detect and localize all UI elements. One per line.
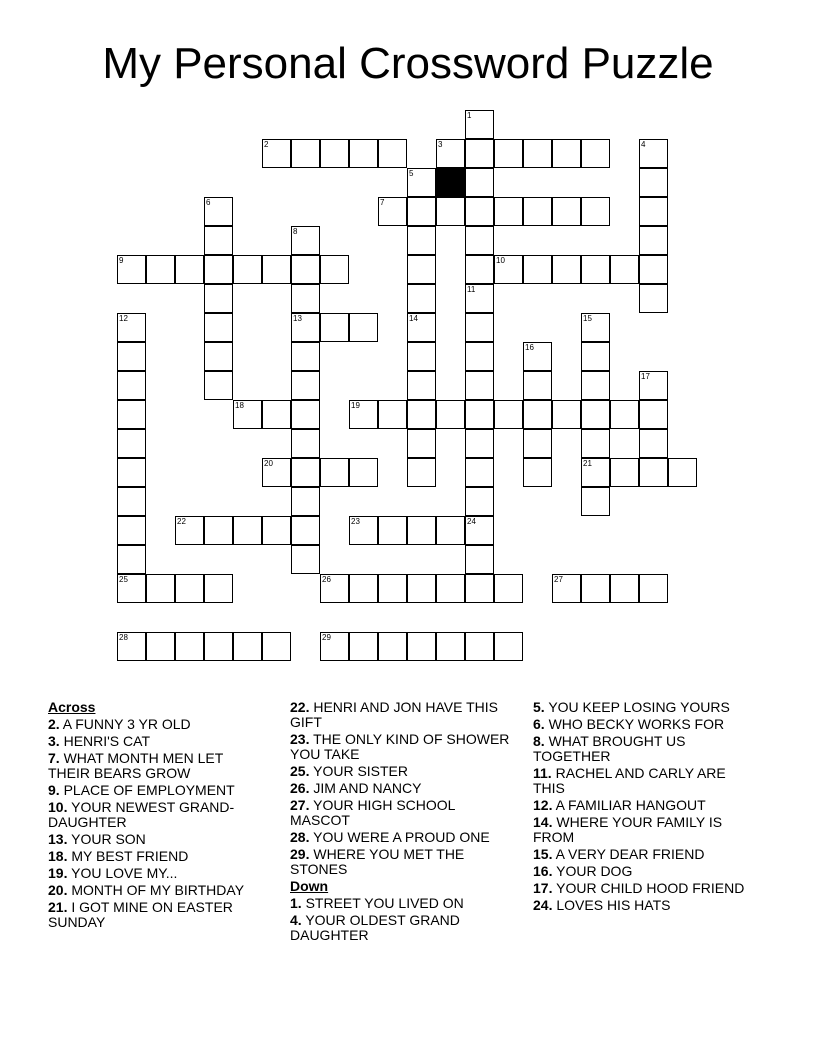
clue-number: 18. (48, 848, 68, 864)
grid-cell[interactable] (552, 197, 581, 226)
clue-item (290, 913, 515, 943)
grid-cell[interactable] (117, 516, 146, 545)
clue-number: 4. (290, 912, 302, 928)
clue-text: WHERE YOU MET THE STONES (290, 846, 465, 877)
clue-number: 15. (533, 846, 553, 862)
clue-item (48, 883, 268, 898)
grid-cell[interactable] (175, 516, 204, 545)
grid-cell[interactable] (291, 255, 320, 284)
cell-number: 9 (119, 256, 124, 265)
grid-cell[interactable] (262, 458, 291, 487)
clue-number: 6. (533, 716, 545, 732)
grid-cell[interactable] (436, 197, 465, 226)
clue-number: 28. (290, 829, 310, 845)
cell-number: 3 (438, 140, 443, 149)
clue-number: 2. (48, 716, 60, 732)
across-heading: Across (48, 699, 96, 715)
grid-cell[interactable] (494, 574, 523, 603)
grid-cell[interactable] (407, 516, 436, 545)
grid-cell[interactable] (436, 516, 465, 545)
clue-item (290, 781, 515, 796)
clue-number: 16. (533, 863, 553, 879)
clue-text: JIM AND NANCY (309, 780, 422, 796)
cell-number: 14 (409, 314, 418, 323)
grid-cell[interactable] (407, 632, 436, 661)
clue-item (533, 734, 758, 764)
grid-cell[interactable] (291, 313, 320, 342)
grid-cell[interactable] (378, 632, 407, 661)
cell-number: 10 (496, 256, 505, 265)
grid-cell[interactable] (262, 516, 291, 545)
clue-number: 8. (533, 733, 545, 749)
clue-number: 20. (48, 882, 68, 898)
clue-item (48, 783, 268, 798)
clue-number: 26. (290, 780, 310, 796)
grid-cell[interactable] (204, 632, 233, 661)
grid-cell[interactable] (523, 400, 552, 429)
grid-cell[interactable] (407, 400, 436, 429)
grid-cell[interactable] (639, 226, 668, 255)
grid-cell[interactable] (552, 255, 581, 284)
grid-cell[interactable] (291, 371, 320, 400)
grid-cell[interactable] (668, 458, 697, 487)
grid-cell[interactable] (233, 400, 262, 429)
grid-cell[interactable] (117, 313, 146, 342)
grid-cell[interactable] (581, 255, 610, 284)
grid-cell[interactable] (117, 400, 146, 429)
grid-cell[interactable] (117, 429, 146, 458)
grid-cell[interactable] (349, 632, 378, 661)
grid-cell[interactable] (407, 168, 436, 197)
grid-cell[interactable] (407, 371, 436, 400)
grid-cell[interactable] (465, 574, 494, 603)
grid-cell[interactable] (436, 574, 465, 603)
clue-number: 14. (533, 814, 553, 830)
clue-number: 24. (533, 897, 553, 913)
grid-cell[interactable] (465, 545, 494, 574)
grid-cell[interactable] (117, 574, 146, 603)
grid-cell[interactable] (610, 458, 639, 487)
clue-text: YOUR SON (67, 831, 146, 847)
grid-cell[interactable] (436, 632, 465, 661)
clue-number: 25. (290, 763, 310, 779)
clue-column-2 (290, 700, 515, 945)
clue-item (533, 898, 758, 913)
clue-text: RACHEL AND CARLY ARE THIS (533, 765, 726, 796)
cell-number: 23 (351, 517, 360, 526)
grid-cell[interactable] (465, 429, 494, 458)
cell-number: 27 (554, 575, 563, 584)
grid-cell[interactable] (552, 139, 581, 168)
clue-number: 9. (48, 782, 60, 798)
grid-cell[interactable] (407, 574, 436, 603)
grid-cell[interactable] (610, 255, 639, 284)
clue-item (533, 847, 758, 862)
grid-cell[interactable] (233, 516, 262, 545)
grid-cell[interactable] (552, 400, 581, 429)
clue-number: 12. (533, 797, 553, 813)
grid-cell[interactable] (494, 139, 523, 168)
cell-number: 7 (380, 198, 385, 207)
grid-cell[interactable] (523, 342, 552, 371)
grid-cell[interactable] (291, 139, 320, 168)
cell-number: 2 (264, 140, 269, 149)
page-title: My Personal Crossword Puzzle (102, 39, 714, 88)
clue-text: WHERE YOUR FAMILY IS FROM (533, 814, 723, 845)
clue-item (48, 900, 268, 930)
grid-cell[interactable] (581, 342, 610, 371)
clue-item (48, 800, 268, 830)
cell-number: 15 (583, 314, 592, 323)
grid-cell[interactable] (610, 400, 639, 429)
grid-cell[interactable] (291, 516, 320, 545)
cell-number: 21 (583, 459, 592, 468)
grid-cell[interactable] (610, 574, 639, 603)
grid-cell[interactable] (639, 197, 668, 226)
grid-cell[interactable] (349, 139, 378, 168)
grid-cell[interactable] (378, 400, 407, 429)
grid-cell[interactable] (146, 255, 175, 284)
grid-cell[interactable] (639, 458, 668, 487)
grid-cell[interactable] (117, 632, 146, 661)
grid-cell[interactable] (465, 110, 494, 139)
grid-cell[interactable] (204, 516, 233, 545)
cell-number: 26 (322, 575, 331, 584)
clue-item (48, 751, 268, 781)
cell-number: 29 (322, 633, 331, 642)
clue-number: 3. (48, 733, 60, 749)
grid-cell[interactable] (465, 458, 494, 487)
grid-cell[interactable] (233, 255, 262, 284)
grid-cell[interactable] (465, 371, 494, 400)
grid-cell[interactable] (291, 342, 320, 371)
cell-number: 24 (467, 517, 476, 526)
grid-cell[interactable] (349, 574, 378, 603)
cell-number: 1 (467, 111, 472, 120)
grid-cell[interactable] (523, 197, 552, 226)
clue-item (48, 866, 268, 881)
grid-cell[interactable] (407, 429, 436, 458)
cell-number: 6 (206, 198, 211, 207)
grid-cell[interactable] (320, 255, 349, 284)
grid-cell[interactable] (204, 371, 233, 400)
grid-cell[interactable] (436, 139, 465, 168)
clue-number: 22. (290, 699, 310, 715)
grid-cell[interactable] (581, 197, 610, 226)
clue-text: A FUNNY 3 YR OLD (59, 716, 191, 732)
grid-cell[interactable] (581, 139, 610, 168)
clue-item (290, 830, 515, 845)
grid-cell[interactable] (581, 313, 610, 342)
grid-cell[interactable] (320, 632, 349, 661)
clue-number: 23. (290, 731, 310, 747)
grid-cell[interactable] (639, 371, 668, 400)
grid-cell[interactable] (494, 632, 523, 661)
clue-number: 5. (533, 699, 545, 715)
cell-number: 28 (119, 633, 128, 642)
down-heading: Down (290, 878, 329, 894)
clue-text: YOUR NEWEST GRAND-DAUGHTER (48, 799, 235, 830)
grid-cell[interactable] (581, 458, 610, 487)
clue-item (48, 734, 268, 749)
cell-number: 17 (641, 372, 650, 381)
cell-number: 16 (525, 343, 534, 352)
grid-cell[interactable] (262, 632, 291, 661)
clue-text: YOUR CHILD HOOD FRIEND (552, 880, 745, 896)
grid-cell[interactable] (465, 487, 494, 516)
grid-cell[interactable] (291, 545, 320, 574)
grid-cell[interactable] (523, 255, 552, 284)
clue-number: 7. (48, 750, 60, 766)
clue-text: A FAMILIAR HANGOUT (552, 797, 706, 813)
grid-cell[interactable] (465, 197, 494, 226)
cell-number: 13 (293, 314, 302, 323)
clue-item (290, 847, 515, 877)
grid-cell[interactable] (204, 574, 233, 603)
grid-cell[interactable] (639, 284, 668, 313)
cell-number: 22 (177, 517, 186, 526)
grid-cell[interactable] (291, 226, 320, 255)
cell-number: 25 (119, 575, 128, 584)
clue-text: LOVES HIS HATS (552, 897, 671, 913)
grid-cell[interactable] (407, 313, 436, 342)
grid-cell[interactable] (320, 313, 349, 342)
grid-cell[interactable] (262, 255, 291, 284)
grid-cell[interactable] (204, 342, 233, 371)
grid-cell[interactable] (581, 429, 610, 458)
clue-text: I GOT MINE ON EASTER SUNDAY (48, 899, 233, 930)
clue-item (533, 717, 758, 732)
grid-cell[interactable] (349, 313, 378, 342)
cell-number: 11 (467, 285, 476, 294)
clue-item (290, 764, 515, 779)
clue-text: STREET YOU LIVED ON (301, 895, 464, 911)
grid-cell[interactable] (407, 458, 436, 487)
grid-cell[interactable] (175, 255, 204, 284)
clue-text: MY BEST FRIEND (67, 848, 189, 864)
cell-number: 4 (641, 140, 646, 149)
grid-cell[interactable] (581, 487, 610, 516)
grid-cell[interactable] (378, 574, 407, 603)
clue-text: YOUR OLDEST GRAND DAUGHTER (290, 912, 460, 943)
clue-text: YOU WERE A PROUD ONE (309, 829, 490, 845)
grid-cell[interactable] (117, 371, 146, 400)
clue-item (533, 700, 758, 715)
grid-cell[interactable] (204, 226, 233, 255)
cell-number: 5 (409, 169, 414, 178)
grid-cell[interactable] (436, 400, 465, 429)
grid-cell[interactable] (349, 458, 378, 487)
clue-item (48, 849, 268, 864)
clue-column-1 (48, 700, 268, 932)
clue-item (533, 798, 758, 813)
clue-item (48, 717, 268, 732)
grid-cell[interactable] (639, 429, 668, 458)
clue-item (533, 881, 758, 896)
grid-cell[interactable] (291, 400, 320, 429)
grid-cell[interactable] (407, 255, 436, 284)
clue-text: WHAT MONTH MEN LET THEIR BEARS GROW (48, 750, 224, 781)
clue-number: 11. (533, 765, 552, 781)
grid-cell[interactable] (494, 255, 523, 284)
grid-cell[interactable] (465, 226, 494, 255)
grid-cell[interactable] (262, 400, 291, 429)
grid-cell[interactable] (291, 458, 320, 487)
clue-number: 21. (48, 899, 68, 915)
grid-cell[interactable] (465, 284, 494, 313)
grid-cell[interactable] (407, 284, 436, 313)
clue-text: THE ONLY KIND OF SHOWER YOU TAKE (290, 731, 510, 762)
grid-cell[interactable] (581, 400, 610, 429)
clue-item (290, 896, 515, 911)
cell-number: 12 (119, 314, 128, 323)
grid-cell[interactable] (552, 574, 581, 603)
grid-cell[interactable] (465, 632, 494, 661)
grid-cell[interactable] (233, 632, 262, 661)
grid-cell[interactable] (291, 429, 320, 458)
grid-cell[interactable] (378, 516, 407, 545)
grid-cell[interactable] (378, 139, 407, 168)
grid-cell[interactable] (465, 139, 494, 168)
clue-number: 27. (290, 797, 310, 813)
grid-cell[interactable] (639, 168, 668, 197)
clue-number: 19. (48, 865, 68, 881)
clue-number: 10. (48, 799, 68, 815)
clue-item (533, 766, 758, 796)
grid-cell[interactable] (204, 197, 233, 226)
cell-number: 18 (235, 401, 244, 410)
clue-text: YOU KEEP LOSING YOURS (544, 699, 730, 715)
clue-text: YOU LOVE MY... (67, 865, 178, 881)
grid-cell[interactable] (146, 574, 175, 603)
grid-cell[interactable] (639, 255, 668, 284)
grid-cell[interactable] (639, 574, 668, 603)
clue-number: 29. (290, 846, 310, 862)
grid-cell[interactable] (117, 255, 146, 284)
grid-cell[interactable] (465, 313, 494, 342)
clue-text: WHO BECKY WORKS FOR (544, 716, 725, 732)
clue-item (533, 815, 758, 845)
clue-text: PLACE OF EMPLOYMENT (59, 782, 235, 798)
grid-cell[interactable] (523, 458, 552, 487)
grid-cell[interactable] (494, 197, 523, 226)
grid-cell[interactable] (523, 429, 552, 458)
clue-number: 17. (533, 880, 553, 896)
grid-cell[interactable] (465, 342, 494, 371)
grid-cell[interactable] (407, 342, 436, 371)
grid-cell[interactable] (465, 516, 494, 545)
clue-text: HENRI AND JON HAVE THIS GIFT (290, 699, 498, 730)
grid-cell[interactable] (494, 400, 523, 429)
grid-cell[interactable] (349, 516, 378, 545)
grid-cell[interactable] (320, 139, 349, 168)
black-cell (436, 168, 465, 197)
grid-cell[interactable] (523, 139, 552, 168)
grid-cell[interactable] (291, 487, 320, 516)
grid-cell[interactable] (465, 255, 494, 284)
clue-item (290, 798, 515, 828)
grid-cell[interactable] (117, 545, 146, 574)
grid-cell[interactable] (349, 400, 378, 429)
clue-number: 1. (290, 895, 302, 911)
grid-cell[interactable] (581, 574, 610, 603)
clue-item (290, 700, 515, 730)
clue-item (290, 732, 515, 762)
clue-column-3 (533, 700, 758, 915)
grid-cell[interactable] (407, 197, 436, 226)
cell-number: 20 (264, 459, 273, 468)
clue-text: YOUR SISTER (309, 763, 409, 779)
grid-cell[interactable] (639, 139, 668, 168)
clue-text: A VERY DEAR FRIEND (552, 846, 705, 862)
grid-cell[interactable] (581, 371, 610, 400)
clue-number: 13. (48, 831, 68, 847)
cell-number: 8 (293, 227, 298, 236)
clue-text: YOUR HIGH SCHOOL MASCOT (290, 797, 455, 828)
grid-cell[interactable] (117, 342, 146, 371)
grid-cell[interactable] (204, 284, 233, 313)
grid-cell[interactable] (175, 574, 204, 603)
grid-cell[interactable] (146, 632, 175, 661)
grid-cell[interactable] (378, 197, 407, 226)
grid-cell[interactable] (465, 168, 494, 197)
clue-item (48, 832, 268, 847)
clue-text: WHAT BROUGHT US TOGETHER (533, 733, 686, 764)
grid-cell[interactable] (320, 574, 349, 603)
clue-text: HENRI'S CAT (59, 733, 150, 749)
clue-text: YOUR DOG (552, 863, 633, 879)
grid-cell[interactable] (291, 284, 320, 313)
cell-number: 19 (351, 401, 360, 410)
grid-cell[interactable] (262, 139, 291, 168)
grid-cell[interactable] (407, 226, 436, 255)
grid-cell[interactable] (117, 487, 146, 516)
grid-cell[interactable] (175, 632, 204, 661)
grid-cell[interactable] (639, 400, 668, 429)
grid-cell[interactable] (117, 458, 146, 487)
grid-cell[interactable] (465, 400, 494, 429)
clue-item (533, 864, 758, 879)
grid-cell[interactable] (320, 458, 349, 487)
grid-cell[interactable] (523, 371, 552, 400)
clue-text: MONTH OF MY BIRTHDAY (67, 882, 245, 898)
grid-cell[interactable] (204, 255, 233, 284)
grid-cell[interactable] (204, 313, 233, 342)
